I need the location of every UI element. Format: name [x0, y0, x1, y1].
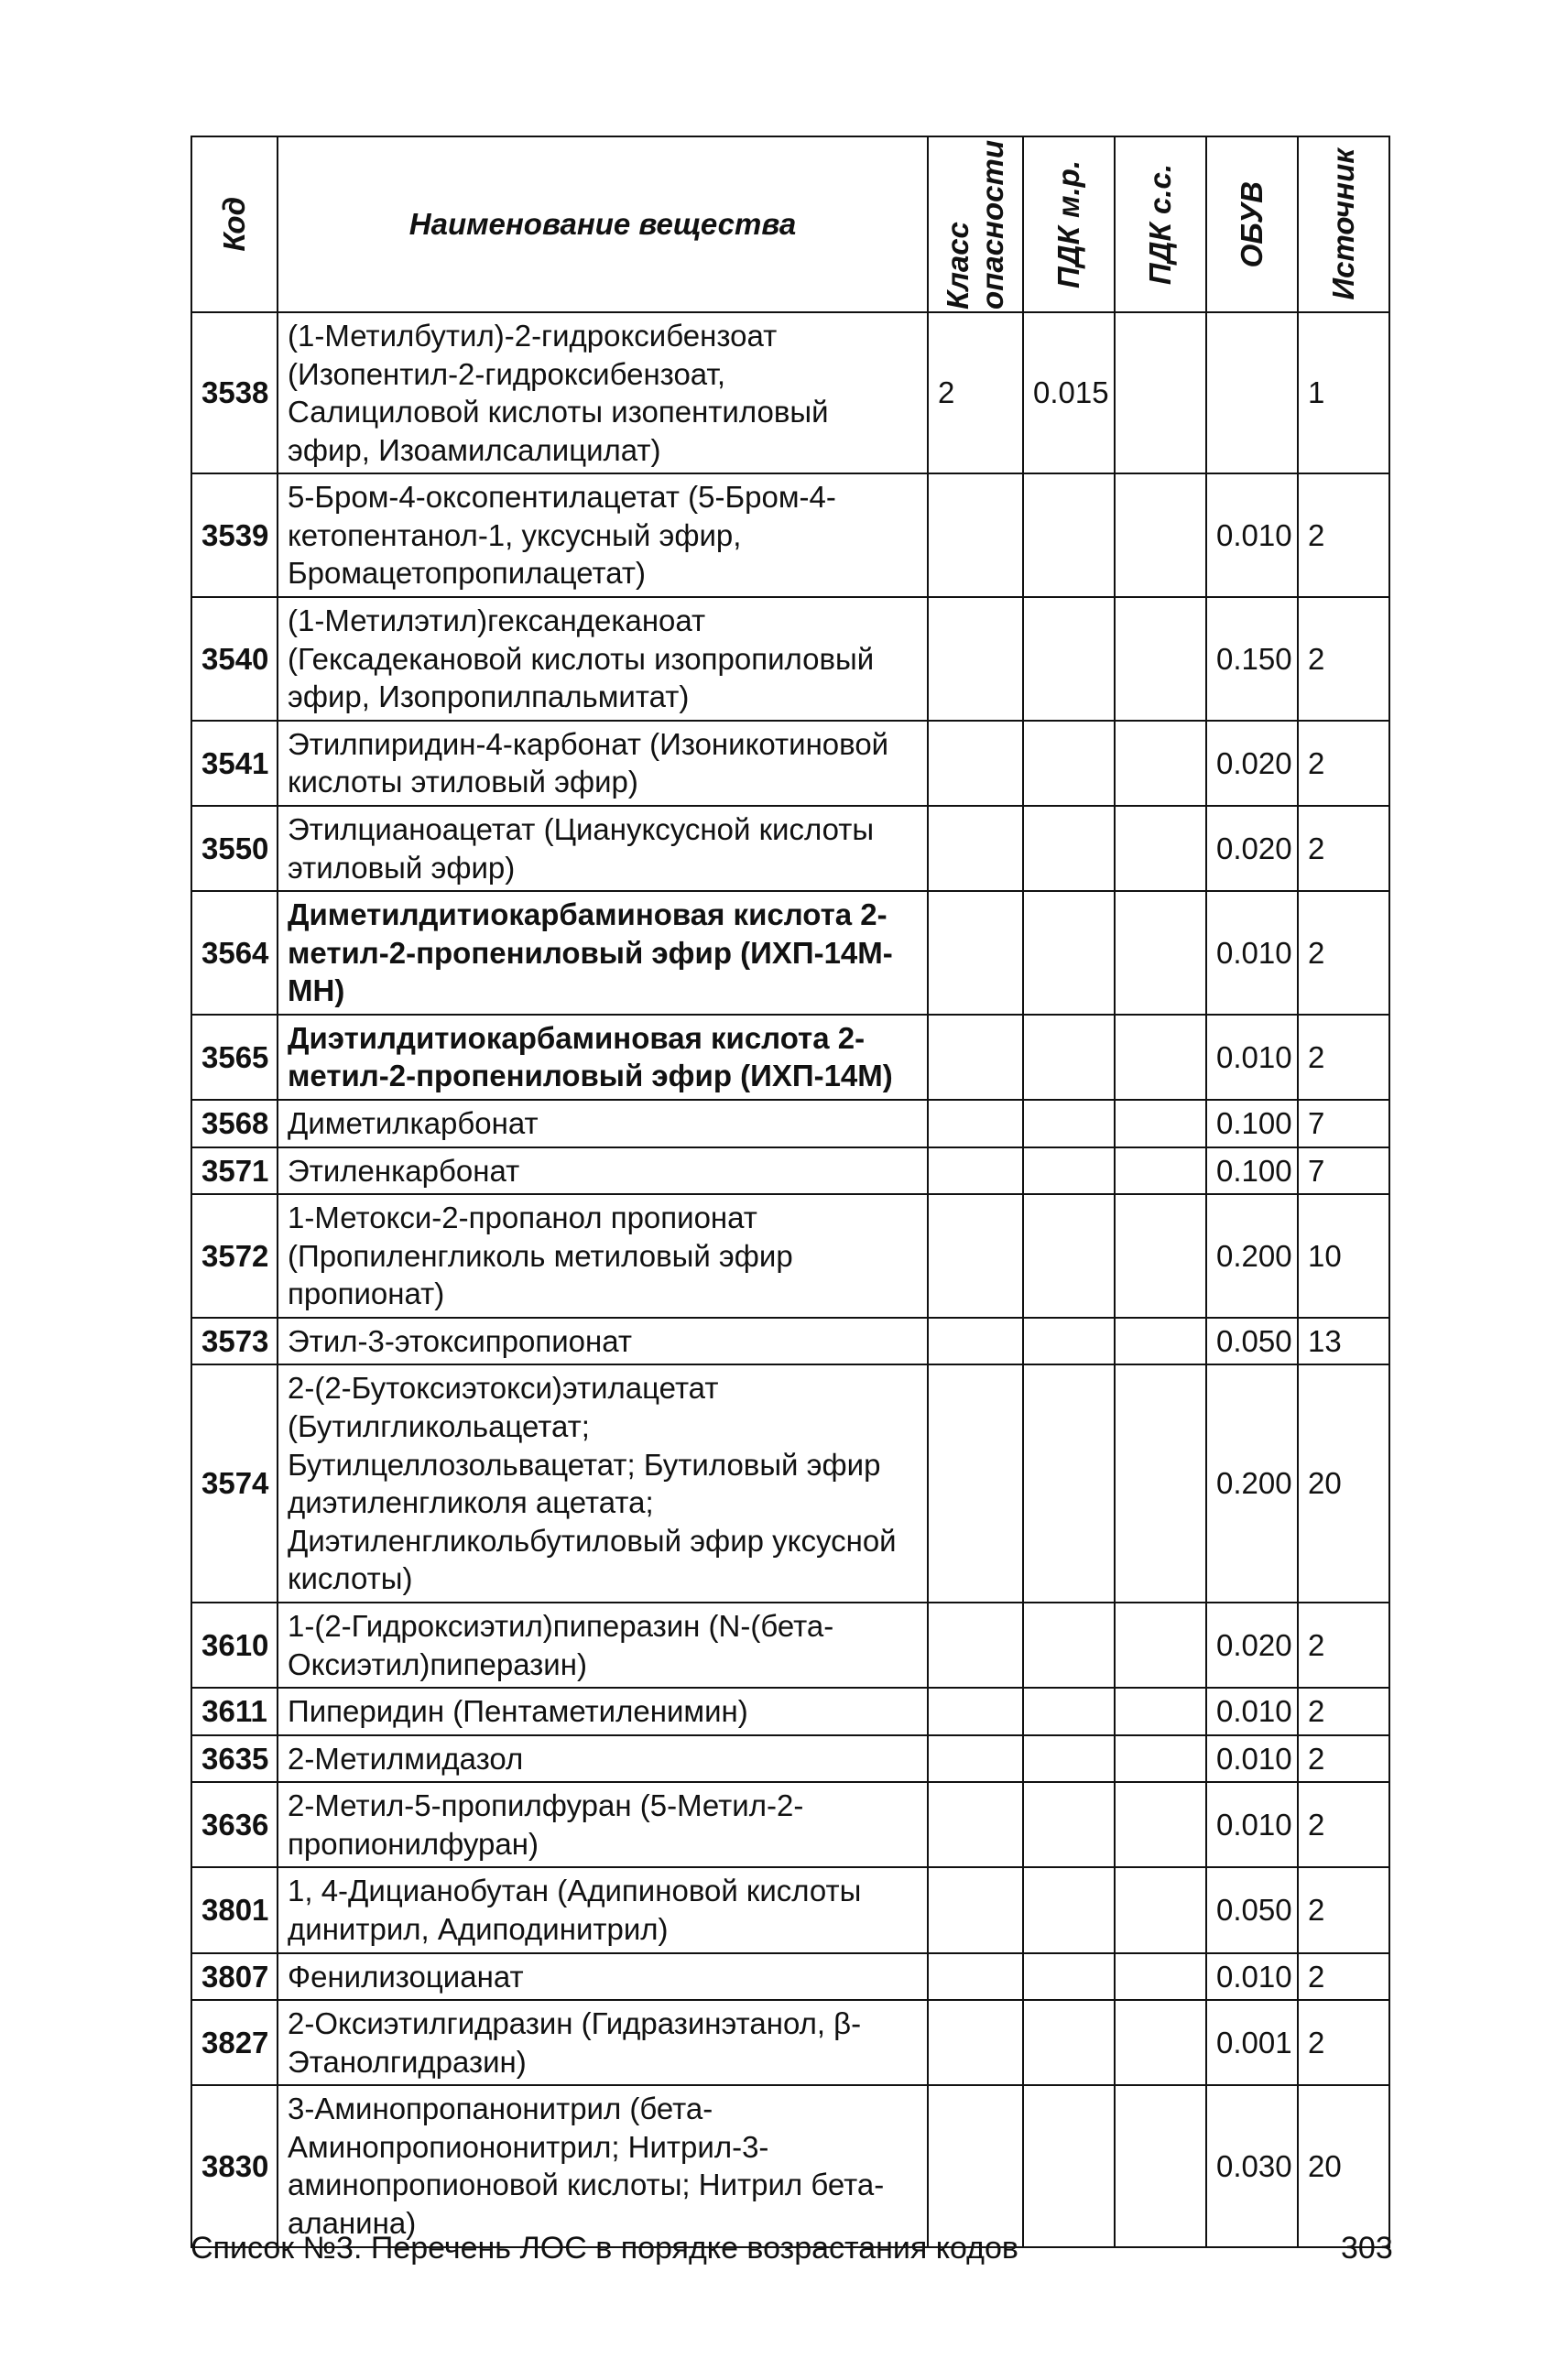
cell-obuv: 0.010: [1206, 891, 1298, 1015]
cell-obuv: 0.010: [1206, 473, 1298, 597]
cell-code: 3568: [191, 1100, 278, 1147]
cell-name: (1-Метилэтил)гександеканоат (Гексадекановой кислоты изопропиловый эфир, Изопропилпальмитат): [278, 597, 928, 721]
cell-code: 3565: [191, 1015, 278, 1100]
table-row: [191, 2000, 1389, 2085]
cell-hazard-class: [928, 1194, 1023, 1318]
cell-code: 3611: [191, 1688, 278, 1735]
cell-code: 3574: [191, 1364, 278, 1602]
cell-hazard-class: [928, 1603, 1023, 1688]
cell-pdk-mr: [1023, 721, 1115, 806]
cell-source: 13: [1298, 1318, 1389, 1365]
cell-pdk-mr: [1023, 1782, 1115, 1867]
table-body: [191, 312, 1389, 2247]
cell-pdk-mr: [1023, 597, 1115, 721]
cell-hazard-class: [928, 1318, 1023, 1365]
cell-pdk-ss: [1115, 1782, 1206, 1867]
cell-pdk-ss: [1115, 1364, 1206, 1602]
cell-pdk-ss: [1115, 806, 1206, 891]
header-hazard-class: Класс опасности: [928, 136, 1023, 312]
cell-code: 3571: [191, 1147, 278, 1195]
cell-source: 20: [1298, 2085, 1389, 2246]
cell-pdk-ss: [1115, 1318, 1206, 1365]
cell-name: Диметилдитиокарбаминовая кислота 2-метил-2-пропениловый эфир (ИХП-14М-МН): [278, 891, 928, 1015]
cell-pdk-ss: [1115, 2000, 1206, 2085]
cell-hazard-class: [928, 806, 1023, 891]
cell-name: 5-Бром-4-оксопентилацетат (5-Бром-4-кетопентанол-1, уксусный эфир, Бромацетопропилацетат): [278, 473, 928, 597]
cell-hazard-class: [928, 1782, 1023, 1867]
cell-code: 3573: [191, 1318, 278, 1365]
table-row: [191, 1603, 1389, 1688]
cell-pdk-ss: [1115, 1147, 1206, 1195]
cell-pdk-mr: [1023, 2085, 1115, 2246]
cell-code: 3807: [191, 1953, 278, 2001]
cell-name: Пиперидин (Пентаметиленимин): [278, 1688, 928, 1735]
cell-pdk-mr: [1023, 1603, 1115, 1688]
cell-code: 3541: [191, 721, 278, 806]
table-row: [191, 1318, 1389, 1365]
cell-pdk-mr: [1023, 1318, 1115, 1365]
cell-obuv: 0.100: [1206, 1147, 1298, 1195]
header-source: Источник: [1298, 136, 1389, 312]
cell-obuv: 0.020: [1206, 721, 1298, 806]
cell-obuv: 0.150: [1206, 597, 1298, 721]
cell-obuv: 0.200: [1206, 1364, 1298, 1602]
cell-code: 3572: [191, 1194, 278, 1318]
cell-obuv: 0.010: [1206, 1782, 1298, 1867]
table-row: [191, 473, 1389, 597]
cell-source: 2: [1298, 1603, 1389, 1688]
cell-hazard-class: [928, 1147, 1023, 1195]
cell-source: 2: [1298, 1953, 1389, 2001]
cell-source: 2: [1298, 806, 1389, 891]
cell-source: 10: [1298, 1194, 1389, 1318]
table-row: [191, 312, 1389, 473]
cell-pdk-mr: [1023, 1867, 1115, 1952]
cell-name: 2-(2-Бутоксиэтокси)этилацетат (Бутилгликольацетат; Бутилцеллозольвацетат; Бутиловый эфир диэтиленгликоля ацетата; Диэтиленгликольбутиловый эфир уксусной кислоты): [278, 1364, 928, 1602]
table-row: [191, 1867, 1389, 1952]
cell-code: 3635: [191, 1735, 278, 1783]
cell-pdk-ss: [1115, 1735, 1206, 1783]
cell-name: 1-Метокси-2-пропанол пропионат (Пропиленгликоль метиловый эфир пропионат): [278, 1194, 928, 1318]
cell-code: 3550: [191, 806, 278, 891]
cell-code: 3539: [191, 473, 278, 597]
cell-pdk-mr: 0.015: [1023, 312, 1115, 473]
cell-source: 2: [1298, 473, 1389, 597]
cell-obuv: 0.030: [1206, 2085, 1298, 2246]
cell-pdk-mr: [1023, 1953, 1115, 2001]
header-pdk-mr: ПДК м.р.: [1023, 136, 1115, 312]
cell-obuv: 0.001: [1206, 2000, 1298, 2085]
cell-obuv: [1206, 312, 1298, 473]
table-row: [191, 721, 1389, 806]
cell-source: 20: [1298, 1364, 1389, 1602]
cell-hazard-class: [928, 891, 1023, 1015]
header-name: Наименование вещества: [278, 136, 928, 312]
cell-pdk-ss: [1115, 1015, 1206, 1100]
cell-hazard-class: [928, 1688, 1023, 1735]
header-code: Код: [191, 136, 278, 312]
cell-obuv: 0.010: [1206, 1735, 1298, 1783]
cell-name: 2-Метилмидазол: [278, 1735, 928, 1783]
cell-obuv: 0.100: [1206, 1100, 1298, 1147]
substances-table: [191, 136, 1390, 2248]
cell-pdk-mr: [1023, 1688, 1115, 1735]
cell-hazard-class: [928, 1015, 1023, 1100]
cell-hazard-class: [928, 1364, 1023, 1602]
cell-code: 3636: [191, 1782, 278, 1867]
cell-pdk-mr: [1023, 2000, 1115, 2085]
cell-pdk-ss: [1115, 721, 1206, 806]
table-row: [191, 1688, 1389, 1735]
table-row: [191, 1735, 1389, 1783]
table-row: [191, 1953, 1389, 2001]
page-number: 303: [1341, 2231, 1393, 2266]
cell-obuv: 0.200: [1206, 1194, 1298, 1318]
header-obuv: ОБУВ: [1206, 136, 1298, 312]
cell-code: 3564: [191, 891, 278, 1015]
cell-name: Диэтилдитиокарбаминовая кислота 2-метил-2-пропениловый эфир (ИХП-14М): [278, 1015, 928, 1100]
cell-code: 3830: [191, 2085, 278, 2246]
cell-pdk-ss: [1115, 1100, 1206, 1147]
cell-name: 1, 4-Дицианобутан (Адипиновой кислоты динитрил, Адиподинитрил): [278, 1867, 928, 1952]
cell-pdk-mr: [1023, 806, 1115, 891]
cell-source: 2: [1298, 1688, 1389, 1735]
cell-pdk-ss: [1115, 2085, 1206, 2246]
cell-code: 3610: [191, 1603, 278, 1688]
cell-name: (1-Метилбутил)-2-гидроксибензоат (Изопентил-2-гидроксибензоат, Салициловой кислоты изопентиловый эфир, Изоамилсалицилат): [278, 312, 928, 473]
cell-code: 3827: [191, 2000, 278, 2085]
table-row: [191, 597, 1389, 721]
cell-code: 3540: [191, 597, 278, 721]
cell-name: Этилцианоацетат (Циануксусной кислоты этиловый эфир): [278, 806, 928, 891]
cell-name: Фенилизоцианат: [278, 1953, 928, 2001]
cell-pdk-ss: [1115, 473, 1206, 597]
cell-source: 2: [1298, 1782, 1389, 1867]
cell-name: Диметилкарбонат: [278, 1100, 928, 1147]
cell-source: 2: [1298, 1867, 1389, 1952]
cell-hazard-class: [928, 473, 1023, 597]
cell-name: 2-Оксиэтилгидразин (Гидразинэтанол, β-Этанолгидразин): [278, 2000, 928, 2085]
cell-hazard-class: [928, 1735, 1023, 1783]
cell-pdk-mr: [1023, 1364, 1115, 1602]
cell-obuv: 0.020: [1206, 1603, 1298, 1688]
cell-pdk-mr: [1023, 891, 1115, 1015]
table-row: [191, 1364, 1389, 1602]
cell-source: 2: [1298, 597, 1389, 721]
cell-hazard-class: [928, 1100, 1023, 1147]
table-row: [191, 1782, 1389, 1867]
cell-hazard-class: 2: [928, 312, 1023, 473]
cell-source: 2: [1298, 2000, 1389, 2085]
cell-obuv: 0.010: [1206, 1953, 1298, 2001]
cell-pdk-ss: [1115, 891, 1206, 1015]
cell-source: 7: [1298, 1100, 1389, 1147]
table-row: [191, 891, 1389, 1015]
cell-hazard-class: [928, 1867, 1023, 1952]
cell-pdk-ss: [1115, 312, 1206, 473]
table-row: [191, 1100, 1389, 1147]
cell-obuv: 0.010: [1206, 1688, 1298, 1735]
cell-pdk-mr: [1023, 1147, 1115, 1195]
cell-source: 1: [1298, 312, 1389, 473]
cell-source: 2: [1298, 891, 1389, 1015]
cell-pdk-mr: [1023, 473, 1115, 597]
cell-name: 1-(2-Гидроксиэтил)пиперазин (N-(бета-Оксиэтил)пиперазин): [278, 1603, 928, 1688]
cell-hazard-class: [928, 2000, 1023, 2085]
cell-source: 2: [1298, 1015, 1389, 1100]
cell-pdk-ss: [1115, 1953, 1206, 2001]
cell-code: 3538: [191, 312, 278, 473]
cell-pdk-ss: [1115, 1194, 1206, 1318]
header-row: [191, 136, 1389, 312]
cell-pdk-mr: [1023, 1015, 1115, 1100]
table-row: [191, 806, 1389, 891]
cell-name: Этилпиридин-4-карбонат (Изоникотиновой кислоты этиловый эфир): [278, 721, 928, 806]
cell-pdk-mr: [1023, 1735, 1115, 1783]
cell-pdk-ss: [1115, 1867, 1206, 1952]
cell-obuv: 0.050: [1206, 1867, 1298, 1952]
footer-caption: Список №3. Перечень ЛОС в порядке возрастания кодов: [191, 2231, 1018, 2266]
cell-hazard-class: [928, 721, 1023, 806]
table-row: [191, 1015, 1389, 1100]
table-row: [191, 2085, 1389, 2246]
cell-source: 2: [1298, 721, 1389, 806]
cell-name: 3-Аминопропанонитрил (бета-Аминопропиононитрил; Нитрил-3-аминопропионовой кислоты; Нитрил бета-аланина): [278, 2085, 928, 2246]
cell-hazard-class: [928, 2085, 1023, 2246]
cell-source: 7: [1298, 1147, 1389, 1195]
cell-hazard-class: [928, 597, 1023, 721]
cell-source: 2: [1298, 1735, 1389, 1783]
cell-code: 3801: [191, 1867, 278, 1952]
table-row: [191, 1194, 1389, 1318]
cell-name: Этил-3-этоксипропионат: [278, 1318, 928, 1365]
cell-obuv: 0.010: [1206, 1015, 1298, 1100]
cell-obuv: 0.020: [1206, 806, 1298, 891]
cell-pdk-ss: [1115, 597, 1206, 721]
cell-pdk-ss: [1115, 1688, 1206, 1735]
cell-hazard-class: [928, 1953, 1023, 2001]
cell-name: 2-Метил-5-пропилфуран (5-Метил-2-пропионилфуран): [278, 1782, 928, 1867]
table-row: [191, 1147, 1389, 1195]
header-pdk-ss: ПДК с.с.: [1115, 136, 1206, 312]
cell-obuv: 0.050: [1206, 1318, 1298, 1365]
cell-name: Этиленкарбонат: [278, 1147, 928, 1195]
cell-pdk-mr: [1023, 1194, 1115, 1318]
cell-pdk-ss: [1115, 1603, 1206, 1688]
cell-pdk-mr: [1023, 1100, 1115, 1147]
